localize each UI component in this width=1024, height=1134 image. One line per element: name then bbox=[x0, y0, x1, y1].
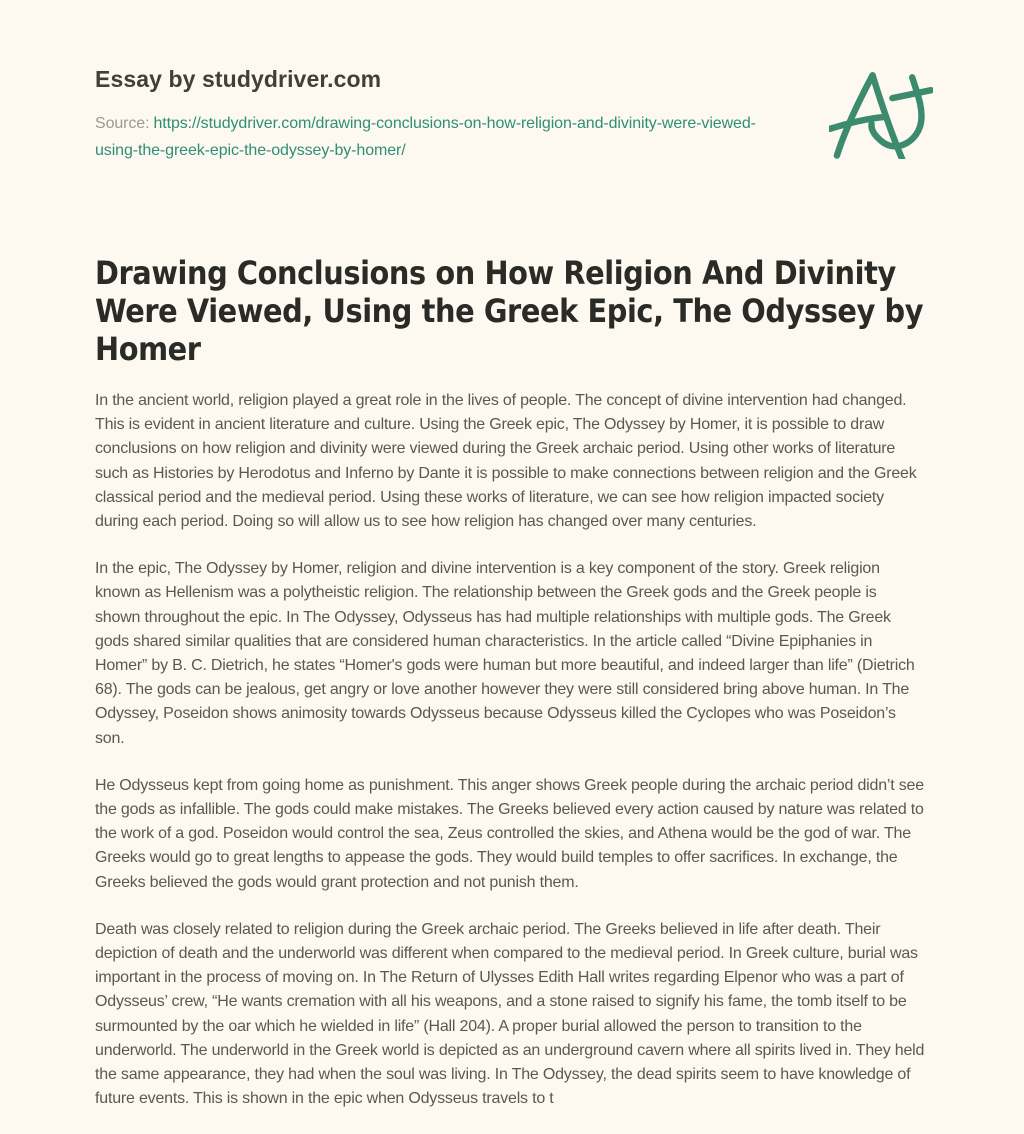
a-plus-icon bbox=[829, 62, 933, 159]
essay-paragraph: In the epic, The Odyssey by Homer, religion and divine intervention is a key component of the story. Greek religion known as Hellenism was a polytheistic religion. The relationship between the Greek gods and the Greek people is shown throughout the epic. In The Odyssey, Odysseus has had multiple relationships with multiple gods. The Greek gods shared similar qualities that are considered human characteristics. In the article called “Divine Epiphanies in Homer” by B. C. Dietrich, he states “Homer's gods were human but more beautiful, and indeed larger than life” (Dietrich 68). The gods can be jealous, get angry or love another however they were still considered bring above human. In The Odyssey, Poseidon shows animosity towards Odysseus because Odysseus killed the Cyclopes who was Poseidon’s son. bbox=[95, 560, 915, 747]
site-header-title: Essay by studydriver.com bbox=[95, 66, 382, 92]
source-label: Source: bbox=[95, 115, 150, 132]
essay-body bbox=[95, 389, 925, 1111]
source-line bbox=[95, 111, 763, 164]
essay-paragraph: In the ancient world, religion played a great role in the lives of people. The concept of divine intervention had changed. This is evident in ancient literature and culture. Using the Greek epic, The Odyssey by Homer, it is possible to draw conclusions on how religion and divinity were viewed during the Greek archaic period. Using other works of literature such as Histories by Herodotus and Inferno by Dante it is possible to make connections between religion and the Greek classical period and the medieval period. Using these works of literature, we can see how religion impacted society during each period. Doing so will allow us to see how religion has changed over many centuries. bbox=[95, 392, 917, 531]
essay-content bbox=[95, 0, 925, 1134]
essay-paragraph: Death was closely related to religion during the Greek archaic period. The Greeks believed in life after death. Their depiction of death and the underworld was different when compared to the medieval period. In Greek culture, burial was important in the process of moving on. In The Return of Ulysses Edith Hall writes regarding Elpenor who was a part of Odysseus’ crew, “He wants cremation with all his weapons, and a stone raised to signify his fame, the tomb itself to be surmounted by the oar which he wielded in life” (Hall 204). A proper burial allowed the person to transition to the underworld. The underworld in the Greek world is depicted as an underground cavern where all spirits lived in. They held the same appearance, they had when the soul was living. In The Odyssey, the dead spirits seem to have knowledge of future events. This is shown in the epic when Odysseus travels to t bbox=[95, 920, 925, 1108]
source-link[interactable]: https://studydriver.com/drawing-conclusions-on-how-religion-and-divinity-were-viewed-using-the-greek-epic-the-odyssey-by-homer/ bbox=[95, 115, 756, 159]
essay-paragraph: He Odysseus kept from going home as punishment. This anger shows Greek people during the archaic period didn’t see the gods as infallible. The gods could make mistakes. The Greeks believed every action caused by nature was related to the work of a god. Poseidon would control the sea, Zeus controlled the skies, and Athena would be the god of war. The Greeks would go to great lengths to appease the gods. They would build temples to offer sacrifices. In exchange, the Greeks believed the gods would grant protection and not punish them. bbox=[95, 776, 924, 891]
essay-title: Drawing Conclusions on How Religion And Divinity Were Viewed, Using the Greek Epic, The Odyssey by Homer bbox=[95, 254, 924, 368]
